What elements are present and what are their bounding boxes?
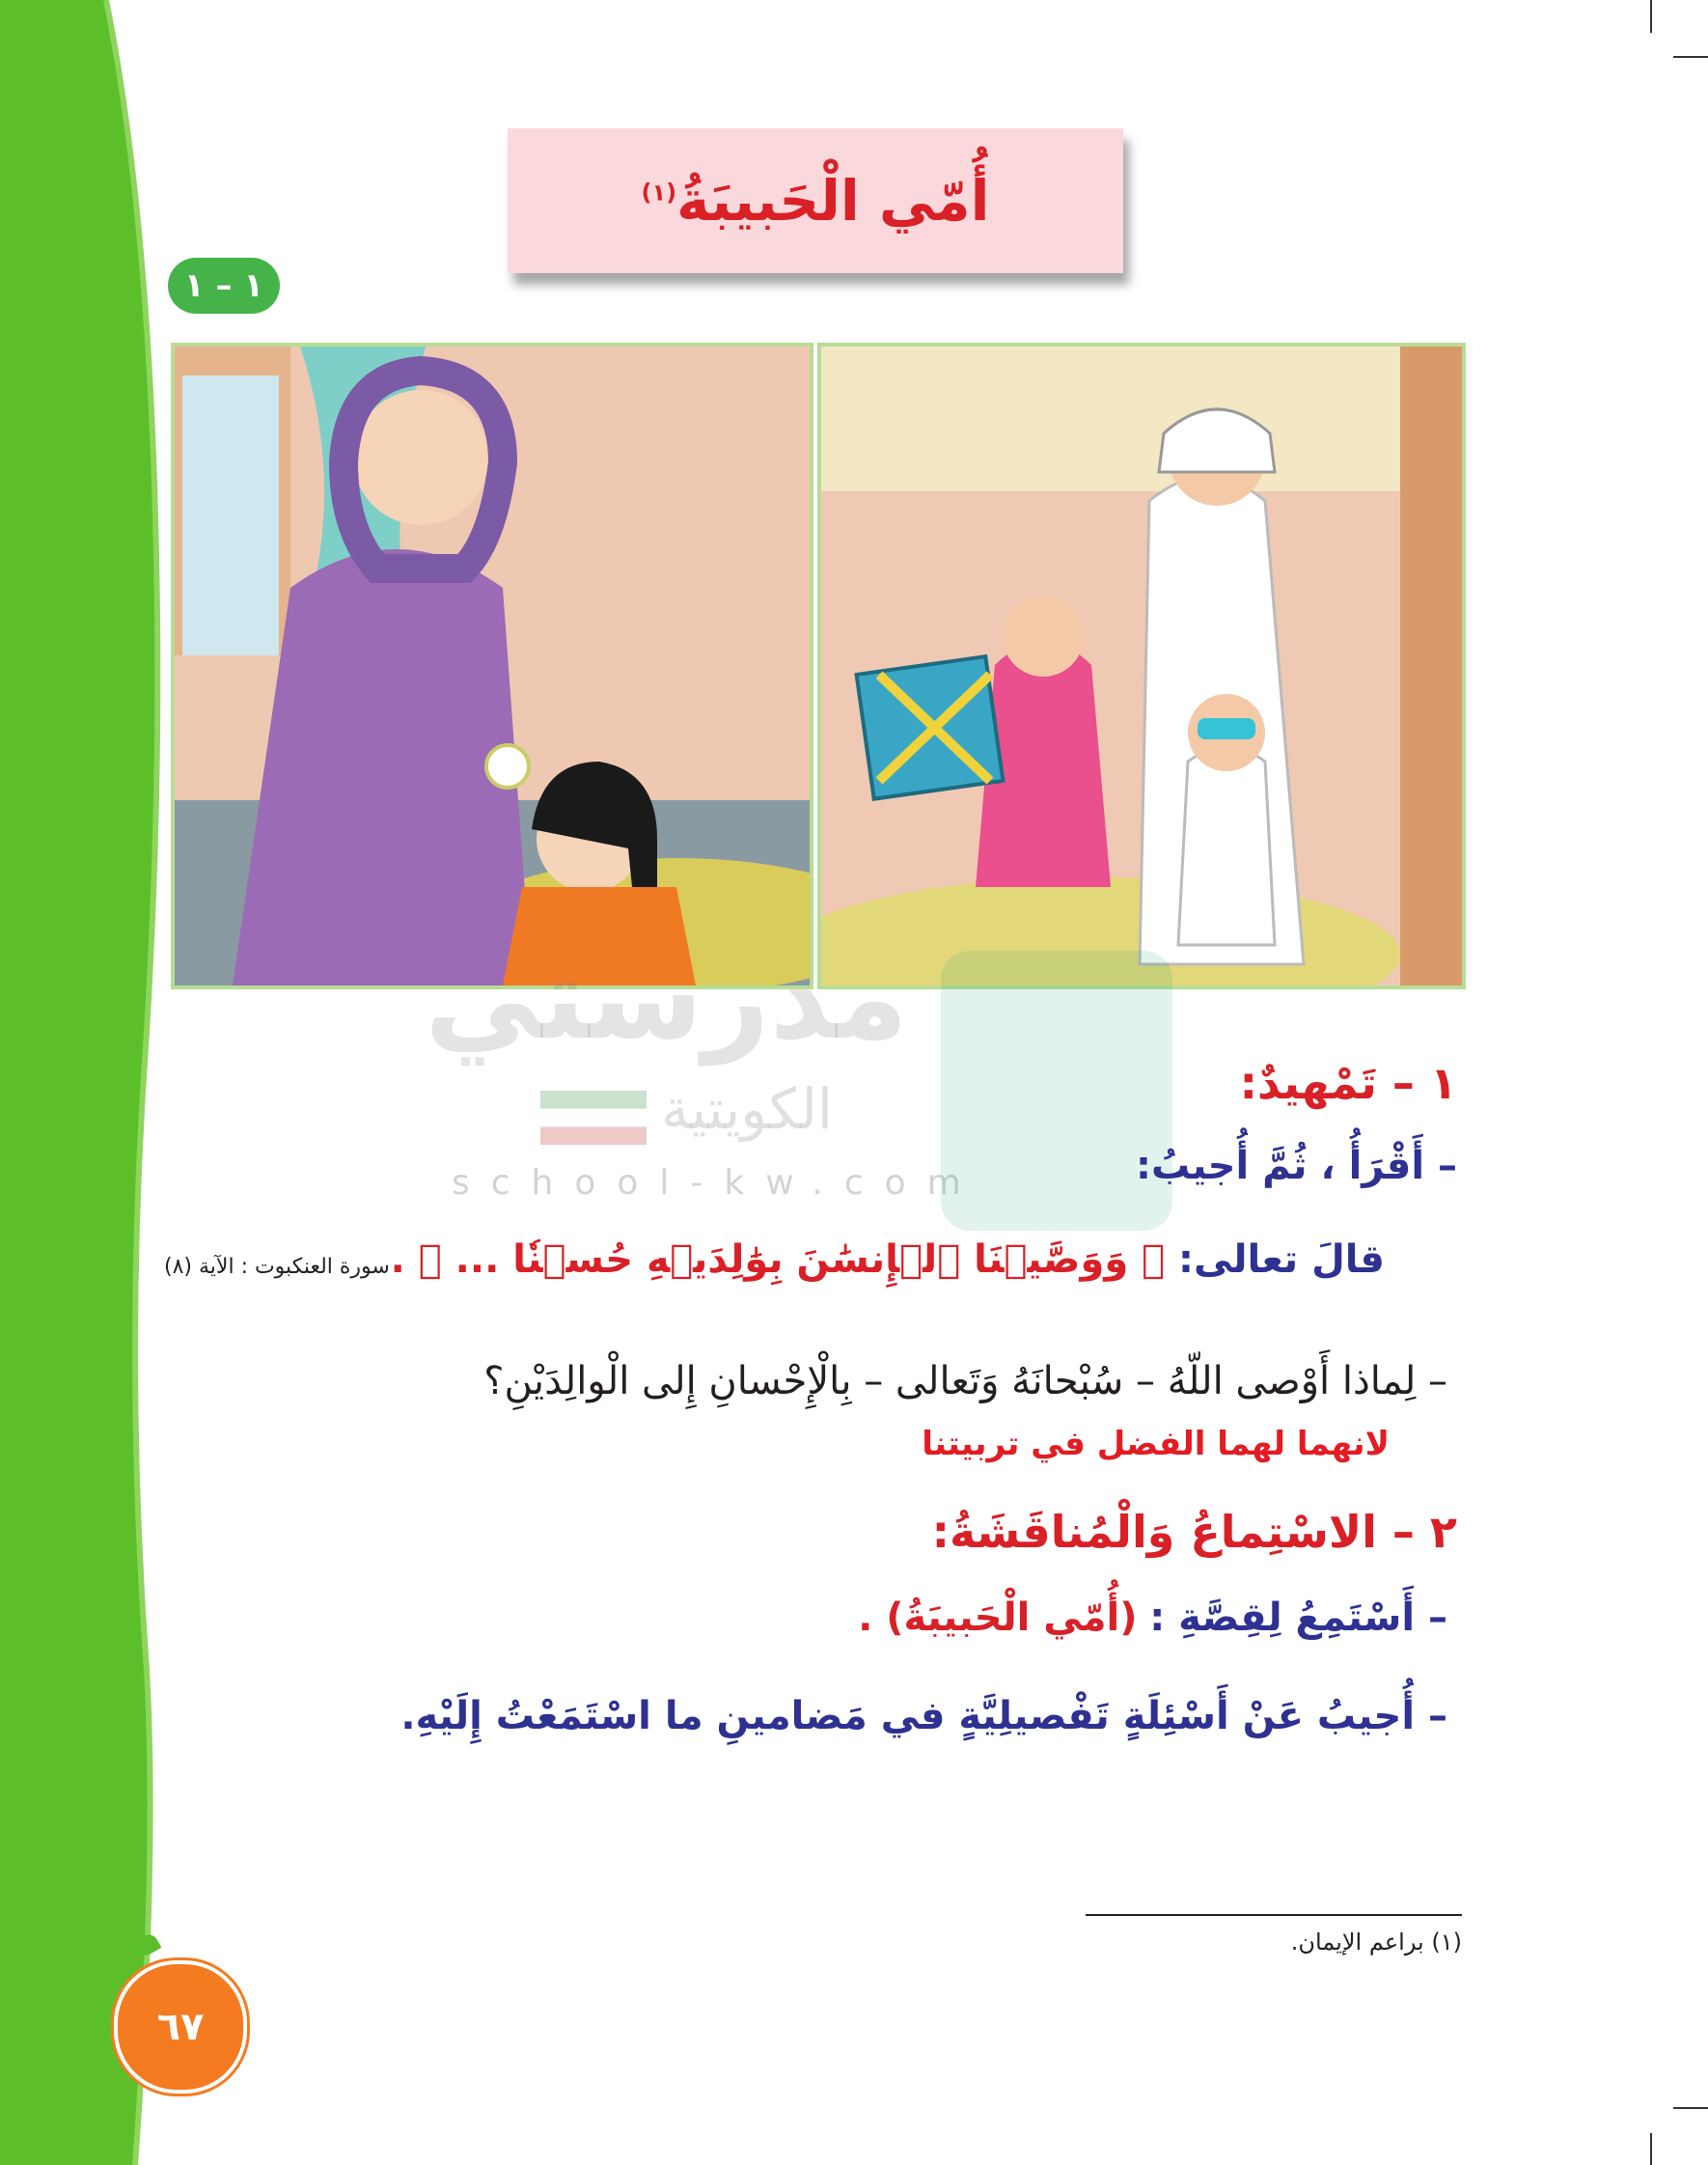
illustration-left xyxy=(171,343,813,989)
crop-mark xyxy=(1650,0,1652,33)
verse-text: ﴿ وَوَصَّيۡنَا ٱلۡإِنسَٰنَ بِوَٰلِدَيۡهِ حُسۡنٗا ... ﴾ . xyxy=(390,1237,1166,1282)
lesson-number-badge: ١ – ١ xyxy=(168,258,280,314)
title-footnote-mark: (١) xyxy=(641,179,677,207)
footnote: (١) براعم الإيمان. xyxy=(1290,1929,1462,1956)
section2-item1-title: (أُمّي الْحَبيبَةُ) . xyxy=(858,1596,1138,1640)
crop-mark xyxy=(1650,2133,1652,2165)
watermark-flag xyxy=(540,1091,647,1143)
illustration-right xyxy=(817,343,1466,989)
footnote-divider xyxy=(1086,1914,1462,1916)
lesson-title xyxy=(642,168,990,234)
lesson-title-box xyxy=(508,128,1123,273)
lesson-title-text: أُمّي الْحَبيبَةُ xyxy=(676,168,990,234)
family-gift-illustration xyxy=(821,347,1462,985)
watermark-subtitle: الكويتية xyxy=(661,1076,834,1142)
green-side-band xyxy=(0,0,193,2165)
verse-source: سورة العنكبوت : الآية (٨) xyxy=(164,1255,390,1279)
section1-instruction: – أَقْرَأُ ، ثُمَّ أُجيبُ: xyxy=(1136,1144,1457,1188)
section2-item2: – أُجيبُ عَنْ أَسْئِلَةٍ تَفْصيلِيَّةٍ في مَضامينِ ما اسْتَمَعْتُ إِلَيْهِ. xyxy=(400,1694,1447,1738)
section2-heading: ٢ – الاسْتِماعُ وَالْمُناقَشَةُ: xyxy=(931,1506,1457,1558)
page-number: ٦٧ xyxy=(114,1960,247,2094)
section2-item1 xyxy=(858,1596,1447,1640)
watermark-logo xyxy=(941,951,1172,1231)
section1-answer: لانهما لهما الفضل في تربيتنا xyxy=(922,1425,1390,1463)
watermark-brand: مدرستي xyxy=(425,931,909,1066)
crop-mark xyxy=(1673,56,1708,58)
watermark-site: school-kw.com xyxy=(452,1163,982,1203)
mother-girl-illustration xyxy=(175,347,810,985)
section1-question: – لِماذا أَوْصى اللّهُ – سُبْحانَهُ وَتَعالى – بِالْإِحْسانِ إِلى الْوالِدَيْنِ؟ xyxy=(483,1359,1447,1403)
verse-intro: قالَ تعالى: xyxy=(1178,1237,1385,1282)
verse-line xyxy=(391,1237,1385,1282)
crop-mark xyxy=(1673,2107,1708,2109)
section1-heading: ١ – تَمْهيدٌ: xyxy=(1239,1057,1457,1109)
section2-item1-prefix: – أَسْتَمِعُ لِقِصَّةِ : xyxy=(1149,1596,1447,1640)
